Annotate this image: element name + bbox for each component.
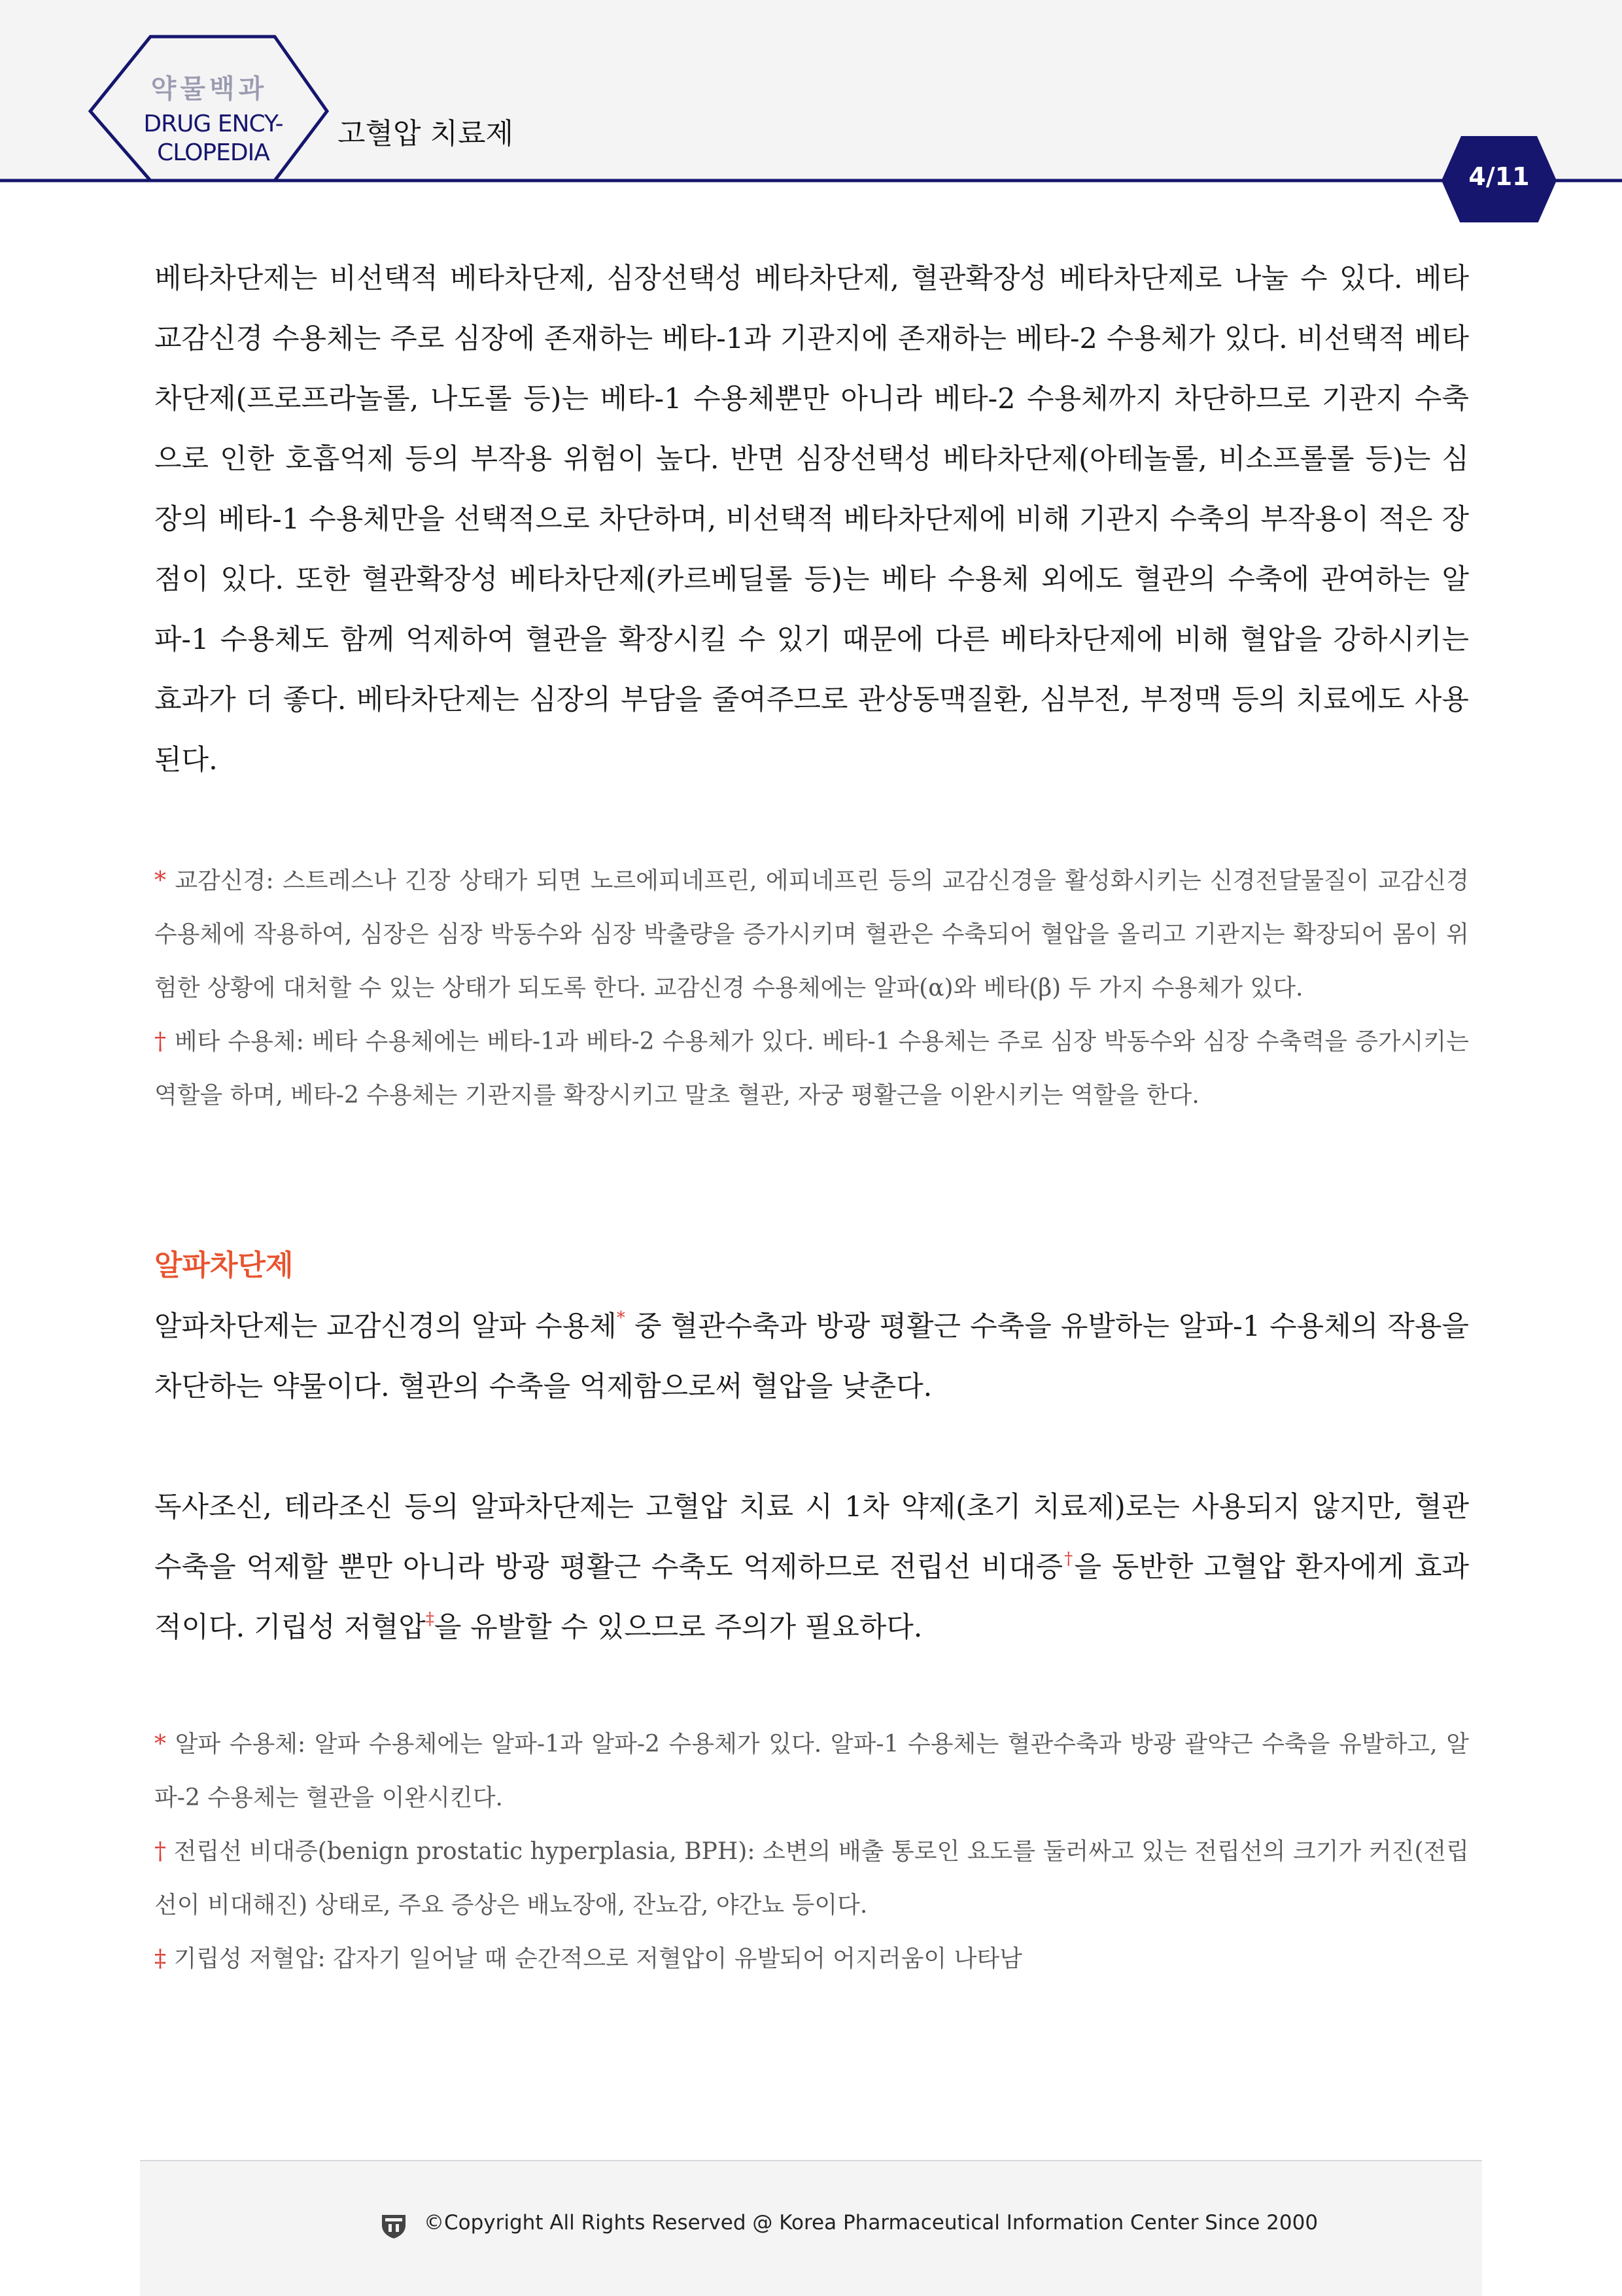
footnote-text: 교감신경: 스트레스나 긴장 상태가 되면 노르에피네프린, 에피네프린 등의 교감신경을 활성화시키는 신경전달물질이 교감신경 수용체에 작용하여, 심장은 심장 박동수와 심장 박출량을 증가시키며 혈관은 수축되어 혈압을 올리고 기관지는 확장되어 몸이 위험한 상황에 대처할 수 있는 상태가 되도록 한다. 교감신경 수용체에는 알파(α)와 베타(β) 두 가지 수용체가 있다. [154, 867, 1469, 1001]
footnote-beta-receptor [154, 1015, 1469, 1122]
document-title: 고혈압 치료제 [337, 117, 514, 150]
footnote-text: 베타 수용체: 베타 수용체에는 베타-1과 베타-2 수용체가 있다. 베타-1 수용체는 주로 심장 박동수와 심장 수축력을 증가시키는 역할을 하며, 베타-2 수용체는 기관지를 확장시키고 말초 혈관, 자궁 평활근을 이완시키는 역할을 한다. [154, 1028, 1469, 1109]
alpha-p2-text-end: 을 유발할 수 있으므로 주의가 필요하다. [434, 1611, 923, 1644]
section-heading-alpha: 알파차단제 [154, 1249, 294, 1282]
page-number: 4/11 [1468, 162, 1530, 191]
footnote-mark: ‡ [154, 1945, 166, 1972]
footnote-mark: * [154, 1731, 166, 1758]
footnote-sympathetic [154, 854, 1469, 1015]
brand-korean: 약물백과 [150, 74, 268, 104]
brand-english-line1: DRUG ENCY- [143, 111, 283, 137]
alpha-notes [154, 1718, 1469, 1986]
footnote-alpha-receptor [154, 1718, 1469, 1825]
footnote-mark: † [154, 1028, 167, 1055]
footnote-ref: ‡ [425, 1609, 434, 1629]
footnote-text: 전립선 비대증(benign prostatic hyperplasia, BPH): 소변의 배출 통로인 요도를 둘러싸고 있는 전립선의 크기가 커진(전립선이 비대해진) 상태로, 주요 증상은 배뇨장애, 잔뇨감, 야간뇨 등이다. [154, 1838, 1469, 1919]
alpha-p1-text: 알파차단제는 교감신경의 알파 수용체 [154, 1310, 617, 1343]
footnote-ref: * [616, 1308, 625, 1328]
alpha-p1-text-cont: 중 혈관수축과 방광 평활근 수축을 유발하는 알파-1 수용체의 작용을 차단하는 약물이다. 혈관의 수축을 억제함으로써 혈압을 낮춘다. [154, 1310, 1469, 1403]
brand-english-line2: CLOPEDIA [157, 139, 269, 166]
footnote-bph [154, 1825, 1469, 1932]
beta-paragraph: 베타차단제는 비선택적 베타차단제, 심장선택성 베타차단제, 혈관확장성 베타차단제로 나눌 수 있다. 베타 교감신경 수용체는 주로 심장에 존재하는 베타-1과 기관지에 존재하는 베타-2 수용체가 있다. 비선택적 베타차단제(프로프라놀롤, 나도롤 등)는 베타-1 수용체뿐만 아니라 베타-2 수용체까지 차단하므로 기관지 수축으로 인한 호흡억제 등의 부작용 위험이 높다. 반면 심장선택성 베타차단제(아테놀롤, 비소프롤롤 등)는 심장의 베타-1 수용체만을 선택적으로 차단하며, 비선택적 베타차단제에 비해 기관지 수축의 부작용이 적은 장점이 있다. 또한 혈관확장성 베타차단제(카르베딜롤 등)는 베타 수용체 외에도 혈관의 수축에 관여하는 알파-1 수용체도 함께 억제하여 혈관을 확장시킬 수 있기 때문에 다른 베타차단제에 비해 혈압을 강하시키는 효과가 더 좋다. 베타차단제는 심장의 부담을 줄여주므로 관상동맥질환, 심부전, 부정맥 등의 치료에도 사용된다. [154, 262, 1469, 776]
beta-notes [154, 854, 1469, 1122]
footnote-mark: * [154, 867, 166, 894]
footnote-orthostatic [154, 1932, 1469, 1986]
footnote-ref: † [1063, 1548, 1075, 1569]
brand-english [128, 110, 298, 167]
footnote-mark: † [154, 1838, 167, 1865]
copyright-text: ©Copyright All Rights Reserved @ Korea Pharmaceutical Information Center Since 2000 [424, 2211, 1319, 2235]
alpha-paragraph-1 [154, 1296, 1469, 1417]
alpha-p2-text: 독사조신, 테라조신 등의 알파차단제는 고혈압 치료 시 1차 약제(초기 치료제)로는 사용되지 않지만, 혈관 수축을 억제할 뿐만 아니라 방광 평활근 수축도 억제하므로 전립선 비대증 [154, 1491, 1469, 1584]
beta-section [154, 249, 1469, 790]
footnote-text: 기립성 저혈압: 갑자기 일어날 때 순간적으로 저혈압이 유발되어 어지러움이 나타남 [173, 1945, 1022, 1972]
alpha-paragraph-2 [154, 1477, 1469, 1658]
shield-logo-icon [379, 2211, 408, 2240]
footnote-text: 알파 수용체: 알파 수용체에는 알파-1과 알파-2 수용체가 있다. 알파-1 수용체는 혈관수축과 방광 괄약근 수축을 유발하고, 알파-2 수용체는 혈관을 이완시킨다. [154, 1731, 1470, 1811]
alpha-p2-text-cont: 을 동반한 고혈압 환자에게 효과적이다. 기립성 저혈압 [154, 1551, 1470, 1644]
